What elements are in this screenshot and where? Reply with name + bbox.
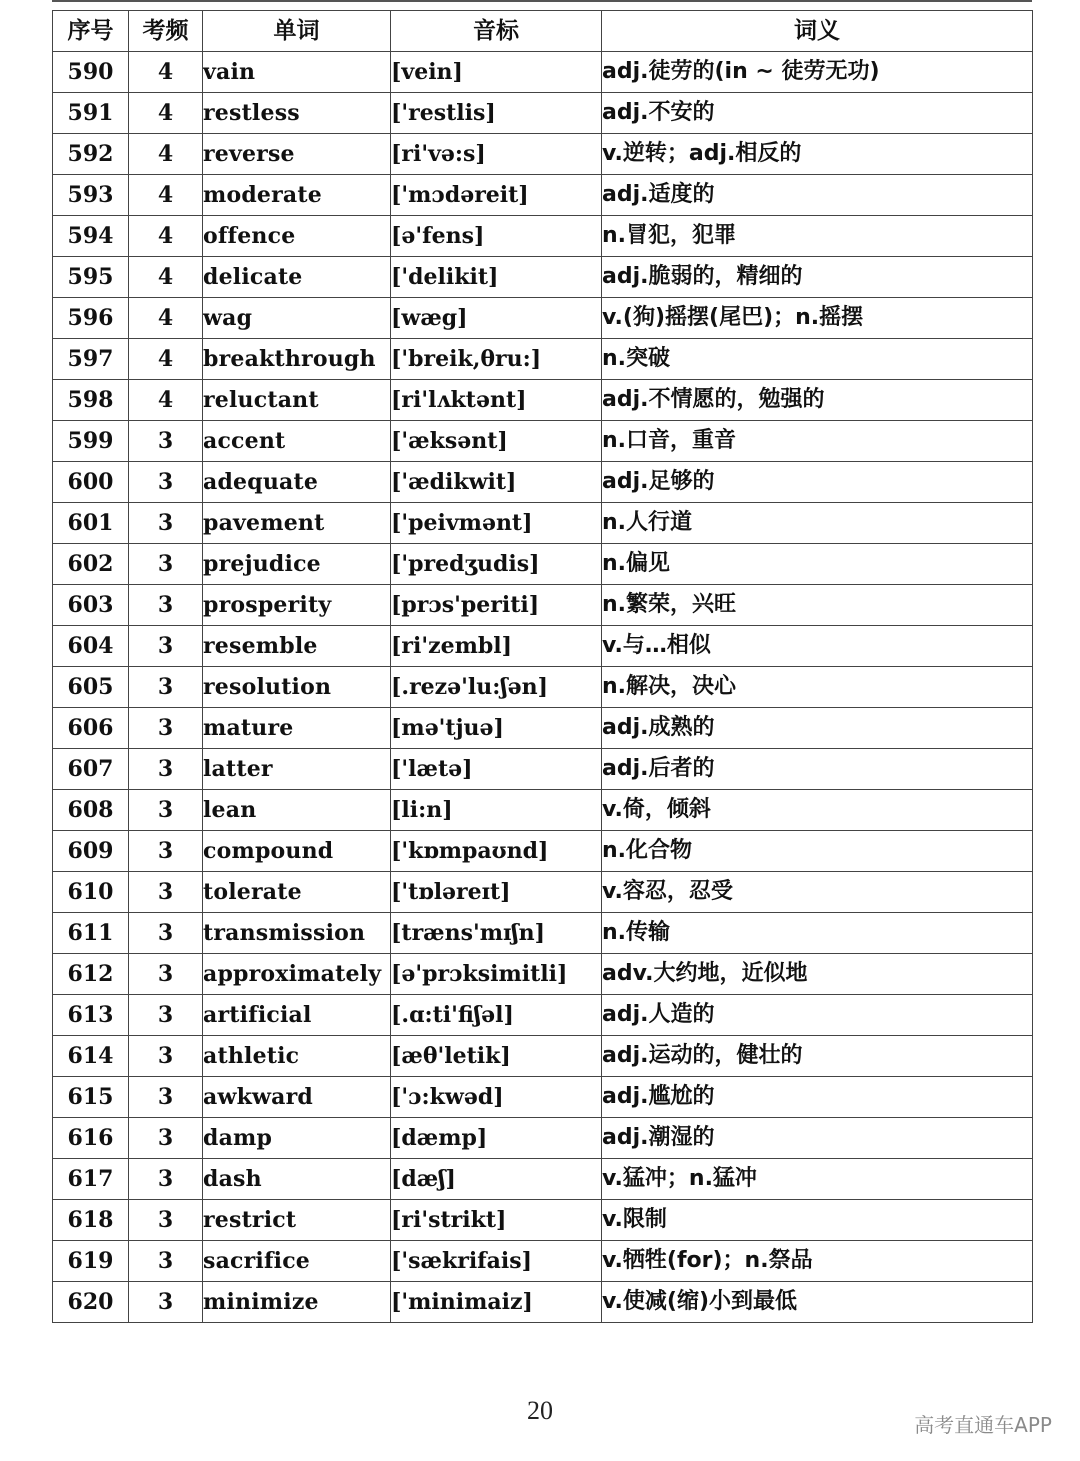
cell-definition: adj.适度的 bbox=[602, 175, 1033, 216]
cell-number: 609 bbox=[53, 831, 129, 872]
cell-word: mature bbox=[203, 708, 391, 749]
table-row bbox=[53, 257, 1033, 298]
cell-frequency: 4 bbox=[129, 52, 203, 93]
cell-frequency: 3 bbox=[129, 585, 203, 626]
cell-word: awkward bbox=[203, 1077, 391, 1118]
table-row bbox=[53, 216, 1033, 257]
cell-frequency: 4 bbox=[129, 216, 203, 257]
cell-phonetic: [træns'mɪʃn] bbox=[391, 913, 602, 954]
cell-definition: adj.后者的 bbox=[602, 749, 1033, 790]
cell-phonetic: ['ædikwit] bbox=[391, 462, 602, 503]
cell-definition: adj.不情愿的，勉强的 bbox=[602, 380, 1033, 421]
cell-number: 614 bbox=[53, 1036, 129, 1077]
cell-phonetic: [.rezə'lu:ʃən] bbox=[391, 667, 602, 708]
cell-definition: adj.徒劳的(in ~ 徒劳无功) bbox=[602, 52, 1033, 93]
cell-definition: v.逆转；adj.相反的 bbox=[602, 134, 1033, 175]
cell-number: 608 bbox=[53, 790, 129, 831]
table-row bbox=[53, 503, 1033, 544]
cell-phonetic: [li:n] bbox=[391, 790, 602, 831]
table-row bbox=[53, 1241, 1033, 1282]
cell-phonetic: ['delikit] bbox=[391, 257, 602, 298]
cell-number: 604 bbox=[53, 626, 129, 667]
page-number: 20 bbox=[527, 1396, 553, 1425]
cell-frequency: 3 bbox=[129, 667, 203, 708]
cell-phonetic: ['æksənt] bbox=[391, 421, 602, 462]
cell-phonetic: [mə'tjuə] bbox=[391, 708, 602, 749]
table-row bbox=[53, 872, 1033, 913]
cell-number: 591 bbox=[53, 93, 129, 134]
table-row bbox=[53, 831, 1033, 872]
cell-frequency: 3 bbox=[129, 995, 203, 1036]
cell-number: 595 bbox=[53, 257, 129, 298]
cell-phonetic: ['lætə] bbox=[391, 749, 602, 790]
cell-frequency: 4 bbox=[129, 298, 203, 339]
cell-definition: v.限制 bbox=[602, 1200, 1033, 1241]
cell-word: lean bbox=[203, 790, 391, 831]
watermark: 高考直通车APP bbox=[914, 1413, 1052, 1437]
cell-frequency: 3 bbox=[129, 913, 203, 954]
cell-definition: n.偏见 bbox=[602, 544, 1033, 585]
cell-number: 612 bbox=[53, 954, 129, 995]
cell-frequency: 4 bbox=[129, 134, 203, 175]
cell-frequency: 3 bbox=[129, 872, 203, 913]
header-definition: 词义 bbox=[602, 11, 1033, 52]
cell-word: approximately bbox=[203, 954, 391, 995]
cell-number: 615 bbox=[53, 1077, 129, 1118]
cell-number: 616 bbox=[53, 1118, 129, 1159]
cell-number: 606 bbox=[53, 708, 129, 749]
cell-word: resemble bbox=[203, 626, 391, 667]
cell-phonetic: [wæg] bbox=[391, 298, 602, 339]
cell-word: minimize bbox=[203, 1282, 391, 1323]
cell-phonetic: [æθ'letik] bbox=[391, 1036, 602, 1077]
cell-frequency: 4 bbox=[129, 380, 203, 421]
cell-frequency: 4 bbox=[129, 257, 203, 298]
table-body bbox=[53, 52, 1033, 1323]
cell-number: 602 bbox=[53, 544, 129, 585]
cell-frequency: 3 bbox=[129, 790, 203, 831]
cell-number: 597 bbox=[53, 339, 129, 380]
table-row bbox=[53, 954, 1033, 995]
cell-definition: n.繁荣，兴旺 bbox=[602, 585, 1033, 626]
cell-phonetic: [vein] bbox=[391, 52, 602, 93]
cell-word: accent bbox=[203, 421, 391, 462]
cell-frequency: 4 bbox=[129, 339, 203, 380]
cell-phonetic: ['minimaiz] bbox=[391, 1282, 602, 1323]
cell-frequency: 3 bbox=[129, 1200, 203, 1241]
cell-word: prejudice bbox=[203, 544, 391, 585]
cell-definition: n.人行道 bbox=[602, 503, 1033, 544]
cell-phonetic: [.ɑ:ti'fiʃəl] bbox=[391, 995, 602, 1036]
cell-phonetic: [prɔs'periti] bbox=[391, 585, 602, 626]
cell-definition: n.冒犯，犯罪 bbox=[602, 216, 1033, 257]
cell-definition: v.牺牲(for)；n.祭品 bbox=[602, 1241, 1033, 1282]
vocabulary-table bbox=[52, 10, 1033, 1323]
cell-number: 610 bbox=[53, 872, 129, 913]
cell-phonetic: ['predʒudis] bbox=[391, 544, 602, 585]
cell-word: compound bbox=[203, 831, 391, 872]
cell-word: reverse bbox=[203, 134, 391, 175]
cell-word: offence bbox=[203, 216, 391, 257]
cell-number: 596 bbox=[53, 298, 129, 339]
table-row bbox=[53, 421, 1033, 462]
cell-definition: n.解决，决心 bbox=[602, 667, 1033, 708]
table-row bbox=[53, 585, 1033, 626]
header-frequency: 考频 bbox=[129, 11, 203, 52]
cell-definition: n.口音，重音 bbox=[602, 421, 1033, 462]
table-row bbox=[53, 175, 1033, 216]
cell-number: 600 bbox=[53, 462, 129, 503]
cell-definition: n.突破 bbox=[602, 339, 1033, 380]
cell-frequency: 3 bbox=[129, 831, 203, 872]
table-row bbox=[53, 1282, 1033, 1323]
cell-number: 603 bbox=[53, 585, 129, 626]
cell-word: latter bbox=[203, 749, 391, 790]
table-row bbox=[53, 134, 1033, 175]
cell-frequency: 4 bbox=[129, 175, 203, 216]
cell-frequency: 3 bbox=[129, 421, 203, 462]
header-phonetic: 音标 bbox=[391, 11, 602, 52]
cell-word: wag bbox=[203, 298, 391, 339]
cell-word: pavement bbox=[203, 503, 391, 544]
cell-word: sacrifice bbox=[203, 1241, 391, 1282]
cell-phonetic: [ri'zembl] bbox=[391, 626, 602, 667]
cell-frequency: 3 bbox=[129, 1282, 203, 1323]
cell-phonetic: [ri'strikt] bbox=[391, 1200, 602, 1241]
table-row bbox=[53, 708, 1033, 749]
cell-frequency: 3 bbox=[129, 1077, 203, 1118]
cell-definition: adj.足够的 bbox=[602, 462, 1033, 503]
cell-word: artificial bbox=[203, 995, 391, 1036]
table-row bbox=[53, 544, 1033, 585]
cell-number: 598 bbox=[53, 380, 129, 421]
cell-definition: v.使减(缩)小到最低 bbox=[602, 1282, 1033, 1323]
cell-phonetic: ['sækrifais] bbox=[391, 1241, 602, 1282]
cell-frequency: 3 bbox=[129, 708, 203, 749]
cell-word: resolution bbox=[203, 667, 391, 708]
cell-phonetic: ['kɒmpaʊnd] bbox=[391, 831, 602, 872]
table-row bbox=[53, 749, 1033, 790]
table-row bbox=[53, 913, 1033, 954]
top-divider bbox=[52, 0, 1032, 2]
cell-definition: adj.不安的 bbox=[602, 93, 1033, 134]
cell-number: 617 bbox=[53, 1159, 129, 1200]
table-row bbox=[53, 1200, 1033, 1241]
cell-frequency: 3 bbox=[129, 1241, 203, 1282]
cell-phonetic: ['restlis] bbox=[391, 93, 602, 134]
cell-frequency: 3 bbox=[129, 626, 203, 667]
header-number: 序号 bbox=[53, 11, 129, 52]
cell-definition: n.化合物 bbox=[602, 831, 1033, 872]
cell-word: restless bbox=[203, 93, 391, 134]
cell-definition: adj.尴尬的 bbox=[602, 1077, 1033, 1118]
cell-frequency: 3 bbox=[129, 1159, 203, 1200]
cell-definition: v.倚，倾斜 bbox=[602, 790, 1033, 831]
table-row bbox=[53, 339, 1033, 380]
cell-number: 594 bbox=[53, 216, 129, 257]
cell-number: 605 bbox=[53, 667, 129, 708]
cell-number: 620 bbox=[53, 1282, 129, 1323]
cell-frequency: 3 bbox=[129, 503, 203, 544]
table-row bbox=[53, 93, 1033, 134]
cell-number: 590 bbox=[53, 52, 129, 93]
cell-phonetic: ['peivmənt] bbox=[391, 503, 602, 544]
cell-definition: adj.运动的，健壮的 bbox=[602, 1036, 1033, 1077]
cell-phonetic: [ri'lʌktənt] bbox=[391, 380, 602, 421]
table-row bbox=[53, 380, 1033, 421]
cell-word: tolerate bbox=[203, 872, 391, 913]
cell-phonetic: ['breik,θru:] bbox=[391, 339, 602, 380]
cell-frequency: 4 bbox=[129, 93, 203, 134]
table-row bbox=[53, 667, 1033, 708]
cell-definition: adj.人造的 bbox=[602, 995, 1033, 1036]
cell-definition: adj.脆弱的，精细的 bbox=[602, 257, 1033, 298]
cell-phonetic: [ri'və:s] bbox=[391, 134, 602, 175]
table-row bbox=[53, 1118, 1033, 1159]
cell-phonetic: [dæʃ] bbox=[391, 1159, 602, 1200]
cell-number: 618 bbox=[53, 1200, 129, 1241]
cell-word: moderate bbox=[203, 175, 391, 216]
table-row bbox=[53, 790, 1033, 831]
cell-word: dash bbox=[203, 1159, 391, 1200]
table-row bbox=[53, 1159, 1033, 1200]
cell-number: 592 bbox=[53, 134, 129, 175]
cell-definition: adj.成熟的 bbox=[602, 708, 1033, 749]
cell-number: 613 bbox=[53, 995, 129, 1036]
cell-number: 593 bbox=[53, 175, 129, 216]
cell-frequency: 3 bbox=[129, 462, 203, 503]
cell-frequency: 3 bbox=[129, 544, 203, 585]
cell-word: restrict bbox=[203, 1200, 391, 1241]
cell-phonetic: ['tɒləreɪt] bbox=[391, 872, 602, 913]
cell-definition: v.猛冲；n.猛冲 bbox=[602, 1159, 1033, 1200]
cell-word: transmission bbox=[203, 913, 391, 954]
cell-frequency: 3 bbox=[129, 749, 203, 790]
cell-phonetic: [ə'fens] bbox=[391, 216, 602, 257]
cell-word: athletic bbox=[203, 1036, 391, 1077]
cell-word: damp bbox=[203, 1118, 391, 1159]
cell-definition: v.与…相似 bbox=[602, 626, 1033, 667]
cell-word: prosperity bbox=[203, 585, 391, 626]
cell-definition: n.传输 bbox=[602, 913, 1033, 954]
table-row bbox=[53, 462, 1033, 503]
cell-frequency: 3 bbox=[129, 1118, 203, 1159]
table-row bbox=[53, 1036, 1033, 1077]
cell-word: adequate bbox=[203, 462, 391, 503]
cell-number: 607 bbox=[53, 749, 129, 790]
cell-definition: v.(狗)摇摆(尾巴)；n.摇摆 bbox=[602, 298, 1033, 339]
cell-phonetic: ['mɔdəreit] bbox=[391, 175, 602, 216]
cell-frequency: 3 bbox=[129, 1036, 203, 1077]
cell-word: breakthrough bbox=[203, 339, 391, 380]
table-row bbox=[53, 298, 1033, 339]
table-row bbox=[53, 52, 1033, 93]
cell-word: vain bbox=[203, 52, 391, 93]
cell-definition: adj.潮湿的 bbox=[602, 1118, 1033, 1159]
cell-phonetic: [dæmp] bbox=[391, 1118, 602, 1159]
cell-definition: adv.大约地，近似地 bbox=[602, 954, 1033, 995]
cell-word: delicate bbox=[203, 257, 391, 298]
cell-number: 619 bbox=[53, 1241, 129, 1282]
cell-phonetic: [ə'prɔksimitli] bbox=[391, 954, 602, 995]
table-row bbox=[53, 995, 1033, 1036]
cell-frequency: 3 bbox=[129, 954, 203, 995]
cell-number: 611 bbox=[53, 913, 129, 954]
header-word: 单词 bbox=[203, 11, 391, 52]
cell-phonetic: ['ɔ:kwəd] bbox=[391, 1077, 602, 1118]
cell-number: 599 bbox=[53, 421, 129, 462]
cell-number: 601 bbox=[53, 503, 129, 544]
table-row bbox=[53, 626, 1033, 667]
table-header-row bbox=[53, 11, 1033, 52]
cell-definition: v.容忍，忍受 bbox=[602, 872, 1033, 913]
table-row bbox=[53, 1077, 1033, 1118]
cell-word: reluctant bbox=[203, 380, 391, 421]
